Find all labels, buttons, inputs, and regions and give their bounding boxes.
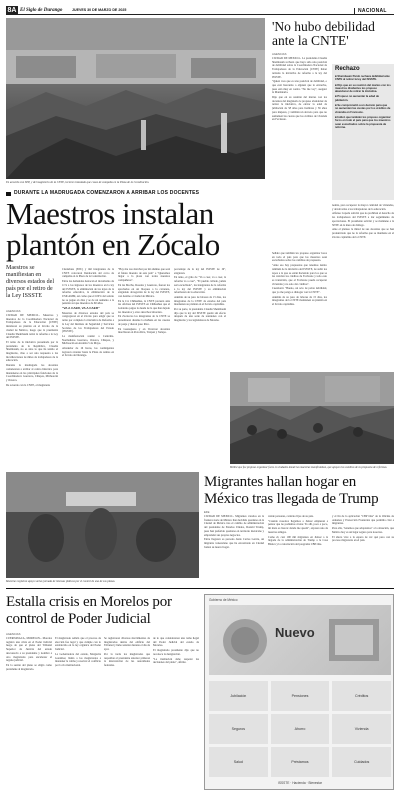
paragraph: Maestros de diversos estados del país se congregaron en el Zócalo para exigir que se retire por completo la iniciativa de Reforma a la Ley del Instituto de Seguridad y Servicios Sociales de los Trabajadores del Estado (ISSSTE). bbox=[62, 311, 114, 334]
section-divider bbox=[354, 8, 355, 14]
paragraph: Dijo que en su reunión del martes con los docentes del magisterio le propuso abandonar de retirar la iniciativa, de elevar la edad de jubilación de 58 años para hombres y 56 años para mujeres, y también un decreto para que no aumenten las cuotas que los créditos de vivienda en Fovissste. bbox=[272, 96, 327, 122]
bullet-text: Se comprometió a un decreto para que no aumenten las cuotas por los créditos de vivienda en Fovissste. bbox=[335, 104, 391, 114]
bullet-text: Propuso no aumentar la edad de jubilación. bbox=[335, 95, 380, 102]
paragraph: En la sesión del pleno se eligió como presidente al magistrado. bbox=[6, 663, 52, 671]
paragraph: En Guanajuato y en Veracruz docentes marcharon en Poza Rica, Tuxpan y Xalapa. bbox=[118, 327, 170, 335]
ad-grid bbox=[209, 681, 391, 777]
paragraph: "Hoy me veo marchar por mi alumno que será el futuro maestro de este país" o "Queremos llegar a la plaza con todos nuestros compañeros". bbox=[118, 268, 170, 283]
paragraph: Alfonso Cepeda solicitó que no prohíban el derecho de los trabajadores del ISSSTE a dar seguimiento de aportaciones. El presidente solicitó y se mantiene a la SNTE en la mesa de diálogo. bbox=[332, 212, 394, 227]
ad-item: Vivienda bbox=[332, 714, 391, 744]
paragraph: En tanto, el grito de "Va a caer, va a caer, la reforma va a caer", "El pueblo callado, jamás será escuchado", las integrantes de la reforma a la ley del ISSSTE y su eliminación reformaron de la educación. bbox=[174, 276, 226, 295]
estalla-headline-line1: Estalla crisis en Morelos por bbox=[6, 594, 172, 610]
migrantes-headline-line2: México tras llegada de Trump bbox=[204, 491, 379, 507]
main-headline-line1: Maestros instalan bbox=[6, 196, 214, 231]
paragraph: El retiro de la iniciativa presentada por la presidenta de la República, Claudia Sheinbaum, no es sino lo que ha tenido el magisterio, vino a ser una respuesta a las movilizaciones de miles de trabajadores de la educación. bbox=[6, 340, 58, 363]
paragraph: CIUDAD DE MÉXICO.- Maestros y maestros de la Coordinadora Nacional de Trabajadores de la Educación (CNTE) instalaron su plantón en el Zócalo de la ciudad de México, luego que la presidenta Claudia Sheinbaum retiró la reforma a la Ley del ISSSTE. bbox=[6, 314, 58, 340]
ad-item: Ahorro bbox=[271, 714, 330, 744]
rechazo-bullet bbox=[335, 75, 391, 82]
government-ad bbox=[204, 594, 394, 790]
paragraph: El magistrado presidente dijo que no reconoce la designación. bbox=[153, 649, 199, 656]
rechazo-text bbox=[332, 204, 394, 370]
paragraph: de lo que consideraron una toma ilegal del Poder Judicial del estado de Morelos. bbox=[153, 637, 199, 648]
ad-title: Nuevo bbox=[275, 625, 315, 640]
paragraph: porcentaje de la ley del ISSSTE de 19", exigieron. bbox=[174, 268, 226, 275]
rechazo-title: Rechazo bbox=[335, 66, 360, 72]
date-line: JUEVES 30 DE MARZO DE 2025 bbox=[72, 8, 127, 12]
paragraph: Cuestionó: "Bueno, un acto de pobre debilidad, que yo me pongo a dialogar con la CNTE". bbox=[272, 287, 327, 295]
paragraph: El magistrado señaló que el proceso de elección fue legal y que cumple con lo establecido en la ley orgánica del Poder Judicial. bbox=[55, 637, 101, 652]
paragraph: Señaló que también les propuso organizar foros en todo el país para que los maestros sean escuchados sobre los cambios de propuesta. bbox=[272, 252, 327, 263]
ad-item: Pensiones bbox=[271, 681, 330, 711]
bullet-mark: ■ bbox=[335, 95, 338, 99]
paragraph: Además de su paro de labores de 15 días, los integrantes de la CNTE de estados del país mantienen su plantón en el Zócalo capitalino. bbox=[174, 295, 226, 307]
paragraph: CUERNAVACA, MORELOS.- Morelos registró una crisis en el Poder Judicial luego de que el pleno del Tribunal Superior de Justicia del estado desconoció a su presidente y nombró a otro magistrado para encabezar el órgano judicial. bbox=[6, 637, 52, 663]
bullet-mark: ■ bbox=[335, 83, 338, 87]
rechazo-bullet bbox=[335, 116, 391, 129]
paragraph: nomía, para recuperar la mayor cantidad de viviendas, y devolverlas a los trabajadores de la educación. bbox=[332, 204, 394, 211]
rechazo-bullet bbox=[335, 84, 391, 94]
kicker-text: DURANTE LA MADRUGADA COMENZARON A ARRIBAR LOS DOCENTES bbox=[14, 190, 200, 196]
bullet-text: Sheinbaum Pardo rechaza debilidad ante CNTE al retirar la ley del ISSSTE. bbox=[335, 75, 390, 82]
paragraph: Para ella, "tenemos que adaptarnos" a la situación, que México hoy es un lugar seguro para nosotros. bbox=[332, 527, 394, 534]
paper-name: El Siglo de Durango bbox=[20, 7, 63, 13]
bullet-mark: ■ bbox=[335, 104, 338, 108]
masthead bbox=[6, 6, 394, 15]
rechazo-bullet bbox=[335, 104, 391, 114]
paragraph: Entre llegaron es persona Jesús Carlos García, un migrante venezolano que ha encontrado en Ciudad Juárez su nuevo hogar. bbox=[204, 538, 264, 549]
paragraph: "La institución debe respetar las decisiones del pleno", afirmó. bbox=[153, 657, 199, 665]
paragraph: Durante la madrugada los docentes comenzaron a arribar al centro histórico para mantenerse en las principales funciones de la Coordinadora: Guerrero, Chiapas, Michoacán y Oaxaca. bbox=[6, 364, 58, 382]
ad-item: Salud bbox=[209, 747, 268, 777]
paragraph: Ante el planteo la mitad de sus docentes que se han pronunciado que no la reforma que se mantiene en el Zócalo capitalino de la CNTE. bbox=[332, 228, 394, 239]
paragraph: Por su parte, la presidenta Claudia Sheinbaum dijo que la ley del ISSSTE quedó sin efecto después de una serie de reuniones con el magisterio y los legisladores de Morena. bbox=[174, 308, 226, 323]
photo-zocalo bbox=[6, 18, 265, 179]
paragraph: CIUDAD DE MÉXICO.- Migrantes varados en la frontera norte de México han decidido quedarse en la Ciudad de México tras el cambio de administración del presidente de Estados Unidos, Donald Trump, pues han preferido quedarse en territorio mexicano y emprender sus propios negocios. bbox=[204, 515, 264, 537]
debilidad-col2 bbox=[272, 252, 327, 370]
debilidad-col1 bbox=[272, 57, 327, 249]
bullet-mark: ■ bbox=[335, 115, 338, 119]
main-col4 bbox=[174, 268, 226, 370]
ad-hero bbox=[209, 605, 391, 675]
section-separator bbox=[6, 588, 394, 589]
rechazo-box bbox=[332, 64, 394, 200]
estalla-col1 bbox=[6, 637, 52, 789]
paragraph: Como él, casi 100 mil migrantes en Juárez a la llegada de la administración de Trump a la Casa Blanca y la cancelación del programa CBP One. bbox=[268, 535, 328, 546]
paragraph: En las Mocha, Rosales y Guerrero, fueron los aprobados en un bloqueo a la carretera, exigiendo abrogación de la ley del ISSSTE, con destino a Ciudad de México. bbox=[118, 283, 170, 298]
debilidad-headline: 'No hubo debilidad ante la CNTE' bbox=[272, 19, 375, 48]
main-col1 bbox=[6, 314, 58, 468]
paragraph: La manifestación reunió a Centralia. Normalistas Guerrero, Oaxaca, Chiapas, y Michoacán en Avenida 5 de Mayo. bbox=[62, 334, 114, 346]
paragraph: En Zacatecas los integrantes de la CNTE se presentaron durante la mañana en las casetas de peaje y dieron paso libre. bbox=[118, 315, 170, 326]
paragraph: La Gobernadora del estado, Margarita González, llamó a los magistrados a mantener la calma y resolver el conflicto por la vía institucional. bbox=[55, 652, 101, 667]
ad-hero-illustration bbox=[209, 605, 391, 675]
paragraph: De acuerdo con la CNTE, el magisterio bbox=[6, 383, 51, 387]
paragraph: Se registraron diversos movimientos de magistrados dentro del edificio del Tribunal y hubo tensión durante el día de ayer. bbox=[104, 637, 150, 652]
migrantes-col3 bbox=[332, 515, 394, 579]
migrantes-headline-line1: Migrantes hallan hogar en bbox=[204, 474, 357, 490]
paragraph: Además de su paro de labores de 15 días, los integrantes de la CNTE mantienen su plantón en el Zócalo capitalino. bbox=[272, 295, 327, 307]
photo-zocalo-scene bbox=[6, 18, 265, 179]
ad-item: Préstamos bbox=[271, 747, 330, 777]
main-headline-line2: plantón en Zócalo bbox=[6, 227, 220, 262]
paragraph: Ciudadano (SNC) y mil integrantes de la CNTE colocaron Instalación del cerco de campaña en la Plaza de la Constitución. bbox=[62, 268, 114, 279]
photo-crowd bbox=[230, 372, 394, 464]
paragraph: CIUDAD DE MÉXICO.- La presidenta Claudia Sheinbaum rechazó que haya sido una posición de debilidad sobre la Coordinadora Nacional de Trabajadores de la Educación (CNTE) haber retirado la iniciativa de reforma a la ley del ISSSTE. bbox=[272, 57, 327, 79]
bullet-text: Indicó que también les propuso organizar foros en todo el país para que los maestros sean escuchados sobre la propuesta de reforma. bbox=[335, 115, 391, 129]
estalla-col2 bbox=[55, 637, 101, 789]
ad-top-text: Gobierno de México bbox=[209, 598, 238, 602]
paragraph: "Quien crea que es una posición de debilidad, o que está buscando a alguien que le envuelve, pues está muy en contra. "No me voy", aseguró la Mandataria. bbox=[272, 80, 327, 95]
bullet-mark: ■ bbox=[335, 75, 338, 78]
section-name: NACIONAL bbox=[358, 7, 387, 14]
paragraph: "Ante eso hay propuestas que tenemos dentro también de la iniciativa del ISSSTE, de subir los topes a la que se están haciendo para los que se les vencían los créditos de Fovissste y todo esto es transición, que el Fovissste pueda recuperar viviendas y no solo dar créditos". bbox=[272, 264, 327, 286]
paragraph: El ahora vive a la espera de ver qué pasa con su proceso migratorio en el país. bbox=[332, 535, 394, 543]
subhead: "VA A CAER, VA A CAER" bbox=[62, 306, 100, 311]
ad-item: Créditos bbox=[332, 681, 391, 711]
ad-footer: ISSSTE · Hacienda · Bienestar bbox=[278, 781, 322, 785]
main-agency: AGENCIAS bbox=[6, 309, 21, 313]
migrantes-col1 bbox=[204, 515, 264, 579]
paragraph: "Cuando nosotros llegamos a Juárez empiezan a pensar que no podíamos cruzar. Yo allí, poco a poco, mi meta es buscar donde me quedó", expresó uno de nuestros amigos. bbox=[268, 519, 328, 534]
estalla-col3 bbox=[104, 637, 150, 789]
migrantes-agency: EFE bbox=[204, 510, 210, 514]
photo-maestras bbox=[6, 472, 199, 578]
bullet-text: Dijo que en su reunión del martes con los maestros disidentes les propuso abandonar de retirar la iniciativa. bbox=[335, 83, 391, 94]
debilidad-agency: AGENCIAS bbox=[272, 52, 287, 56]
photo-crowd-caption: Bellini que fue propuso organizar foros en ciudades donde las maestras manifestaban, que apoyan los cambios de la propuesta de reformas. bbox=[230, 466, 388, 469]
estalla-col4 bbox=[153, 637, 199, 789]
migrantes-col2 bbox=[268, 515, 328, 579]
ad-item: Cuidados bbox=[332, 747, 391, 777]
ad-item: Seguros bbox=[209, 714, 268, 744]
main-col3 bbox=[118, 268, 170, 468]
paragraph: Alrededor de 16 horas, los contingentes lograron avanzar hasta la Plaza de Armas en el Zócalo de Durango. bbox=[62, 347, 114, 358]
page-number: 8A bbox=[7, 7, 17, 14]
photo-crowd-scene bbox=[230, 372, 394, 464]
paragraph: Entre las demandas destacan el incremento de 11% a los ingresos de los maestros en la ley del ISSSTE, la eliminación de las leyes de la reforma educativa, la eliminación de la USICAMM, así como que el 100% del salario no se pague en días y se de un aumento a la pensión así que maestros de 60 años. bbox=[62, 280, 114, 306]
photo-maestras-caption: Maestras registran apoyo varias jornada de intensas pláticas por el control de una de sus plazas. bbox=[6, 580, 116, 583]
main-deck: Maestros se manifiestan en diversos estados del país por el retiro de la Ley ISSSTE bbox=[6, 265, 54, 299]
main-col2 bbox=[62, 268, 114, 468]
ad-item: Jubilación bbox=[209, 681, 268, 711]
paragraph: y el fin de la aplicación "CBP One" de la Oficina de Aduanas y Protección Fronteriza que permitía citar a migrantes. bbox=[332, 515, 394, 526]
paragraph: En la Cd. Chihuahua, la CNTE protestó ante las oficinas del ISSSTE en Chihuahua que el Gobierno pague la deuda de la que han dejado los maestros y otros derechos laborales. bbox=[118, 299, 170, 314]
paragraph: Por la tarde los magistrados que respaldan al presidente anterior pidieron la intervención de las autoridades federales. bbox=[104, 652, 150, 667]
photo-zocalo-caption: En acuerdo con SEP, y del magisterio de la CNTE, lectores instalado que cosas de campaña en la Plaza de la Constitución. bbox=[6, 180, 150, 184]
estalla-agency: AGENCIAS bbox=[6, 632, 21, 636]
rechazo-bullet bbox=[335, 95, 391, 102]
paragraph: vende personas, contrato fijos de su país. bbox=[268, 515, 314, 518]
estalla-headline-line2: control de Poder Judicial bbox=[6, 611, 151, 627]
photo-maestras-scene bbox=[6, 472, 199, 578]
